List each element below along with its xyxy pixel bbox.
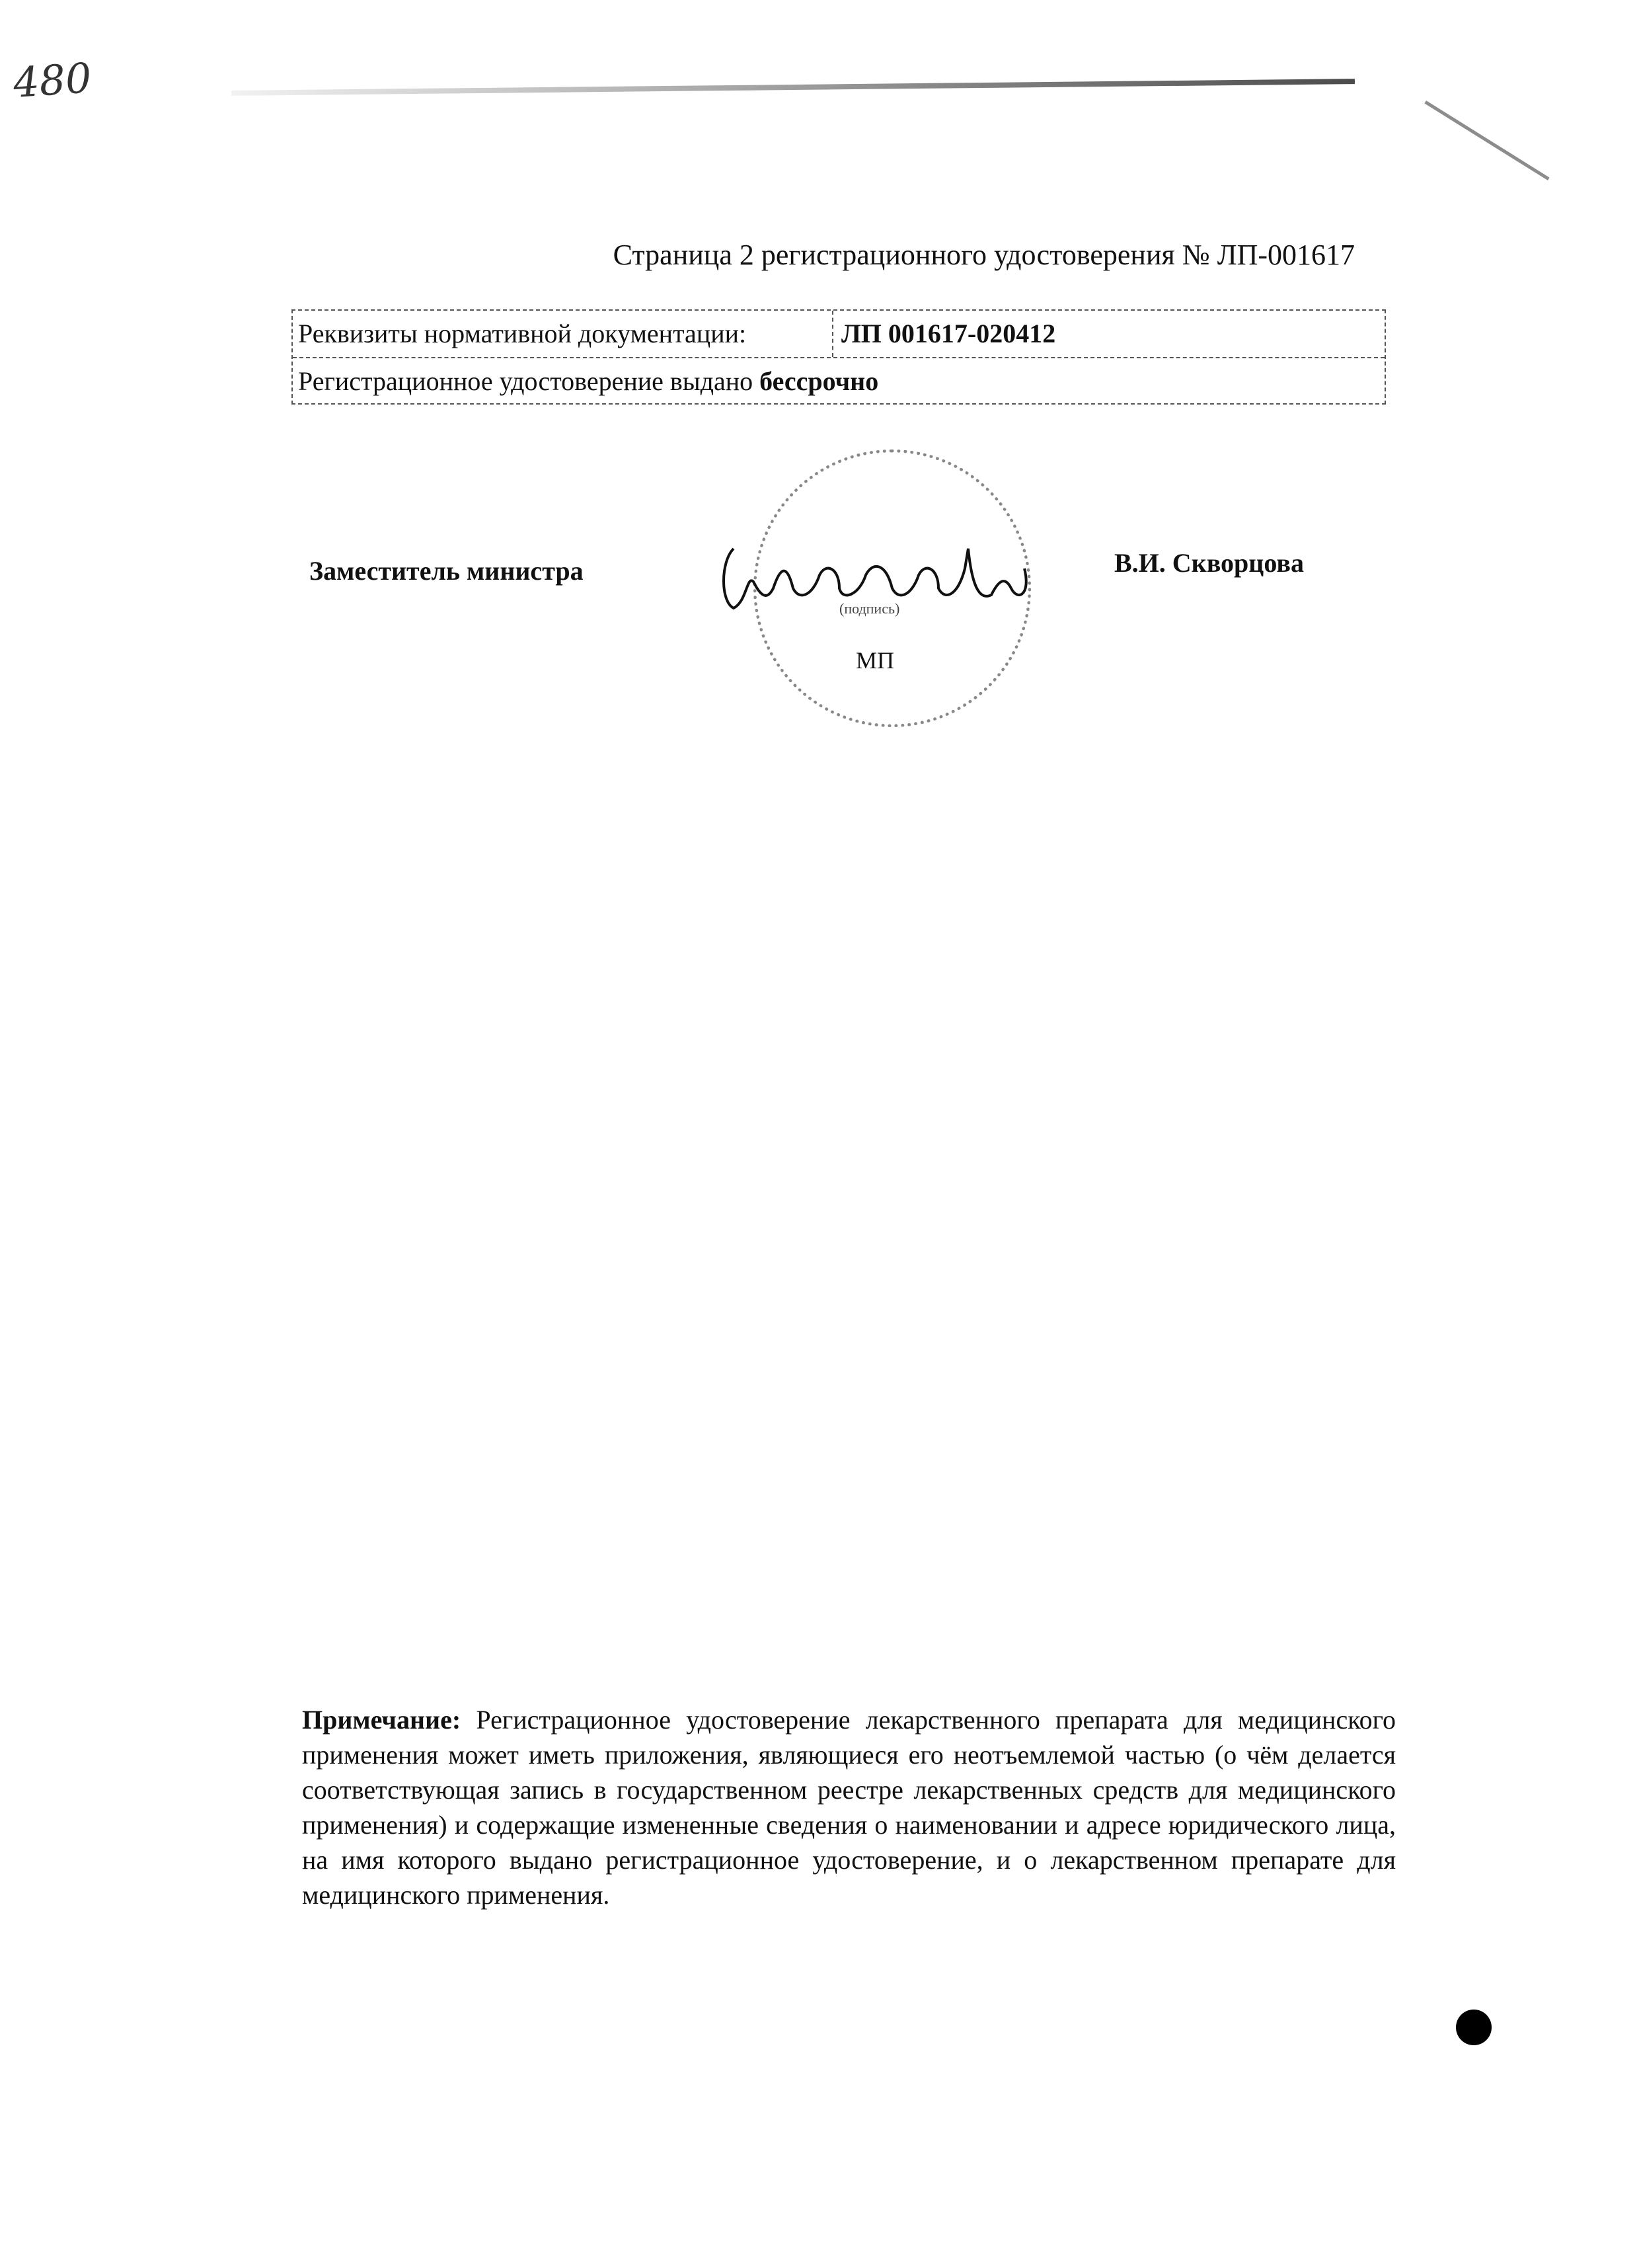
validity-label: Регистрационное удостоверение выдано xyxy=(298,366,753,396)
page-title: Страница 2 регистрационного удостоверения № ЛП-001617 xyxy=(613,239,1355,271)
signatory-position: Заместитель министра xyxy=(309,556,584,586)
signatory-name: В.И. Скворцова xyxy=(1114,548,1304,578)
handwritten-page-number: 480 xyxy=(11,53,93,108)
validity-value: бессрочно xyxy=(759,366,879,396)
note-label: Примечание: xyxy=(302,1705,461,1735)
scan-artifact-dot xyxy=(1456,2010,1492,2045)
normative-docs-value: ЛП 001617-020412 xyxy=(832,311,1055,357)
details-table xyxy=(291,309,1386,405)
table-row xyxy=(293,311,1385,358)
table-row xyxy=(293,358,1385,405)
scan-artifact-line xyxy=(231,79,1355,96)
signature-caption: (подпись) xyxy=(839,600,900,617)
seal-label: МП xyxy=(856,647,895,674)
note-text: Регистрационное удостоверение лекарственного препарата для медицинского применения может иметь приложения, являющиеся его неотъемлемой частью (о чём делается соответствующая запись в государственном реестре лекарственных средств для медицинского применения) и содержащие измененные сведения о наименовании и адресе юридического лица, на имя которого выдано регистрационное удостоверение, и о лекарственном препарате для медицинского применения. xyxy=(302,1705,1396,1910)
normative-docs-label: Реквизиты нормативной документации: xyxy=(298,319,747,348)
note-paragraph xyxy=(302,1702,1396,1912)
scan-artifact-line xyxy=(1424,100,1549,180)
